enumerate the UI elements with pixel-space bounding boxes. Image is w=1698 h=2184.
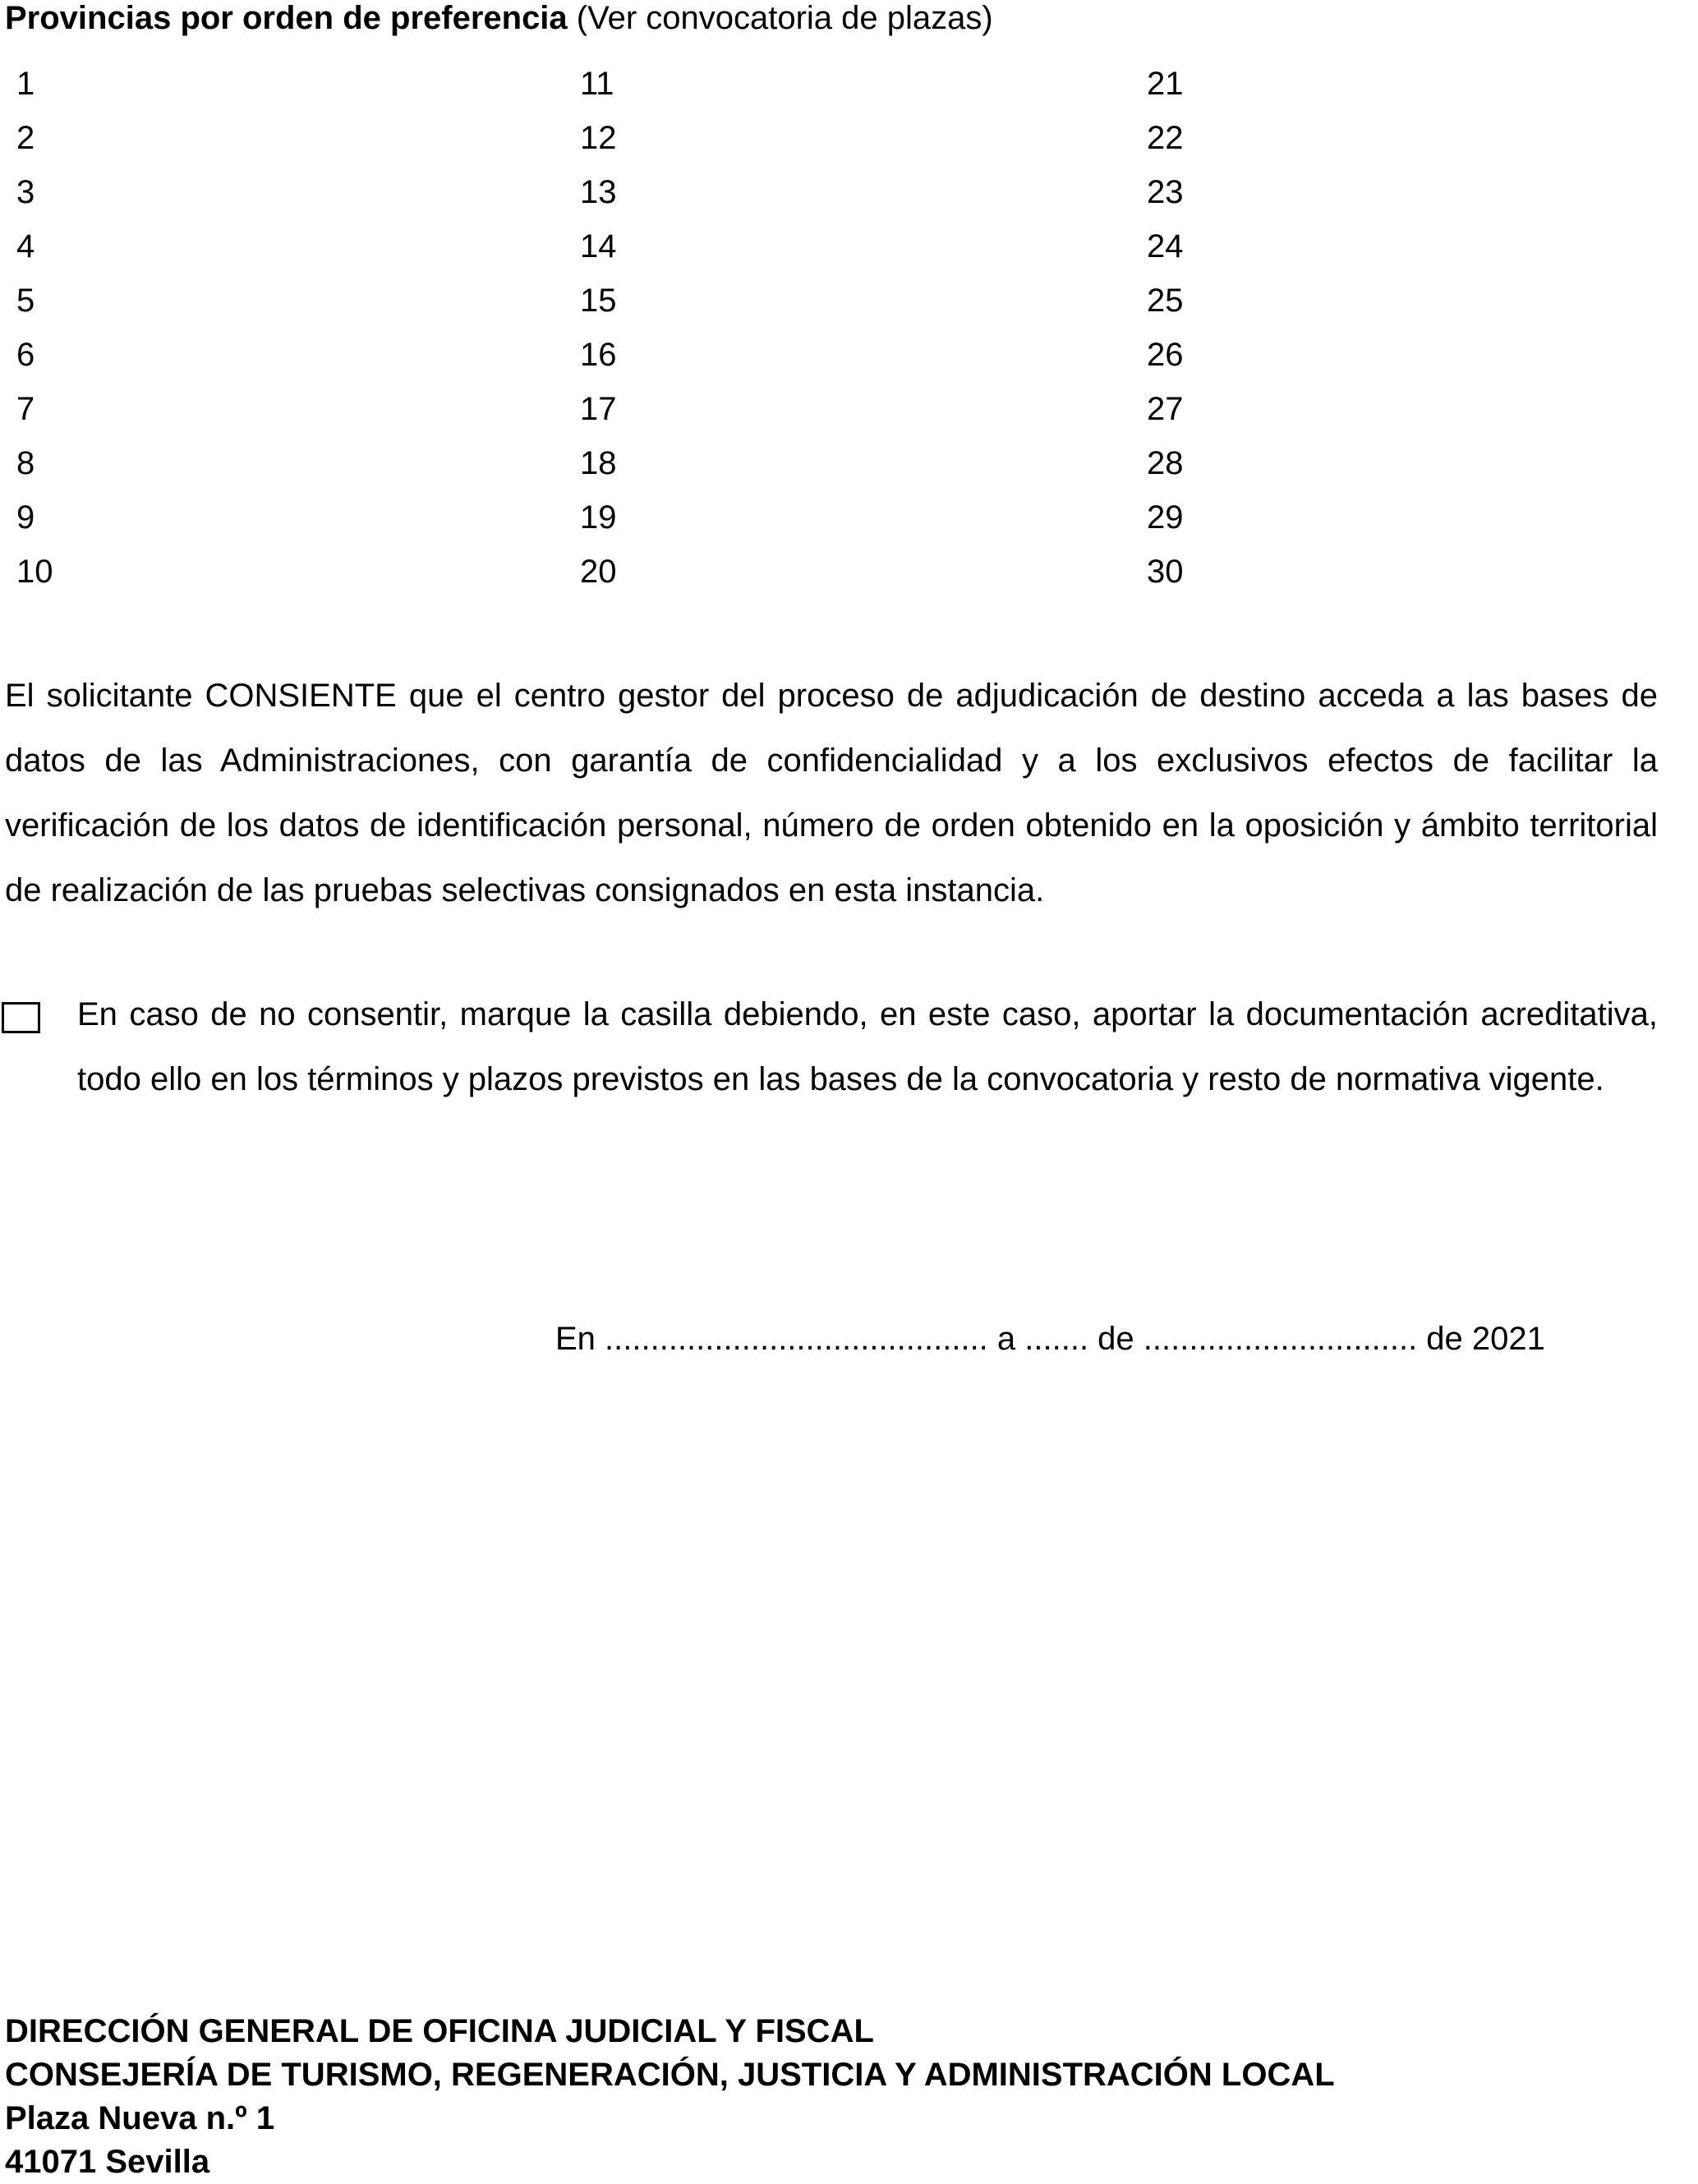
province-number: 7	[16, 391, 35, 427]
province-number: 14	[580, 228, 617, 264]
provinces-column-3	[1147, 65, 1184, 607]
province-number: 15	[580, 283, 617, 319]
province-number: 21	[1147, 66, 1184, 102]
province-number: 9	[16, 499, 35, 536]
province-number: 10	[16, 554, 53, 590]
province-number: 30	[1147, 554, 1184, 590]
provinces-column-2	[580, 65, 617, 607]
province-number: 12	[580, 120, 617, 156]
province-number: 11	[580, 66, 614, 102]
address-line-3: Plaza Nueva n.º 1	[5, 2100, 275, 2136]
province-number: 3	[16, 174, 35, 210]
province-number: 13	[580, 174, 617, 210]
province-number: 1	[16, 66, 35, 102]
province-number: 2	[16, 120, 35, 156]
province-number: 17	[580, 391, 617, 427]
non-consent-checkbox[interactable]	[2, 1002, 40, 1033]
province-number: 28	[1147, 445, 1184, 481]
provinces-column-1	[16, 65, 53, 607]
provinces-heading-note: (Ver convocatoria de plazas)	[567, 0, 993, 36]
province-number: 19	[580, 499, 617, 536]
province-number: 4	[16, 228, 35, 264]
address-line-1: DIRECCIÓN GENERAL DE OFICINA JUDICIAL Y FISCAL	[5, 2013, 874, 2049]
province-number: 23	[1147, 174, 1184, 210]
province-number: 16	[580, 337, 617, 373]
consent-paragraph: El solicitante CONSIENTE que el centro gestor del proceso de adjudicación de destino acceda a las bases de datos de las Administraciones, con garantía de confidencialidad y a los exclusivos efectos de facilitar la verificación de los datos de identificación personal, número de orden obtenido en la oposición y ámbito territorial de realización de las pruebas selectivas consignados en esta instancia.	[5, 678, 1658, 908]
recipient-address	[5, 2010, 1335, 2184]
province-number: 8	[16, 445, 35, 481]
province-number: 5	[16, 283, 35, 319]
province-number: 26	[1147, 337, 1184, 373]
province-number: 6	[16, 337, 35, 373]
address-line-4: 41071 Sevilla	[5, 2144, 210, 2180]
date-place-line: En .......................................... a ....... de .............................. de 2021	[555, 1321, 1545, 1357]
province-number: 25	[1147, 283, 1184, 319]
province-number: 27	[1147, 391, 1184, 427]
province-number: 24	[1147, 228, 1184, 264]
province-number: 29	[1147, 499, 1184, 536]
province-number: 20	[580, 554, 617, 590]
non-consent-paragraph: En caso de no consentir, marque la casilla debiendo, en este caso, aportar la documentación acreditativa, todo ello en los términos y plazos previstos en las bases de la convocatoria y resto de normativa vigente.	[77, 996, 1658, 1097]
province-number: 22	[1147, 120, 1184, 156]
provinces-heading-title: Provincias por orden de preferencia	[5, 0, 568, 36]
address-line-2: CONSEJERÍA DE TURISMO, REGENERACIÓN, JUSTICIA Y ADMINISTRACIÓN LOCAL	[5, 2057, 1335, 2093]
provinces-heading	[5, 0, 993, 36]
province-number: 18	[580, 445, 617, 481]
